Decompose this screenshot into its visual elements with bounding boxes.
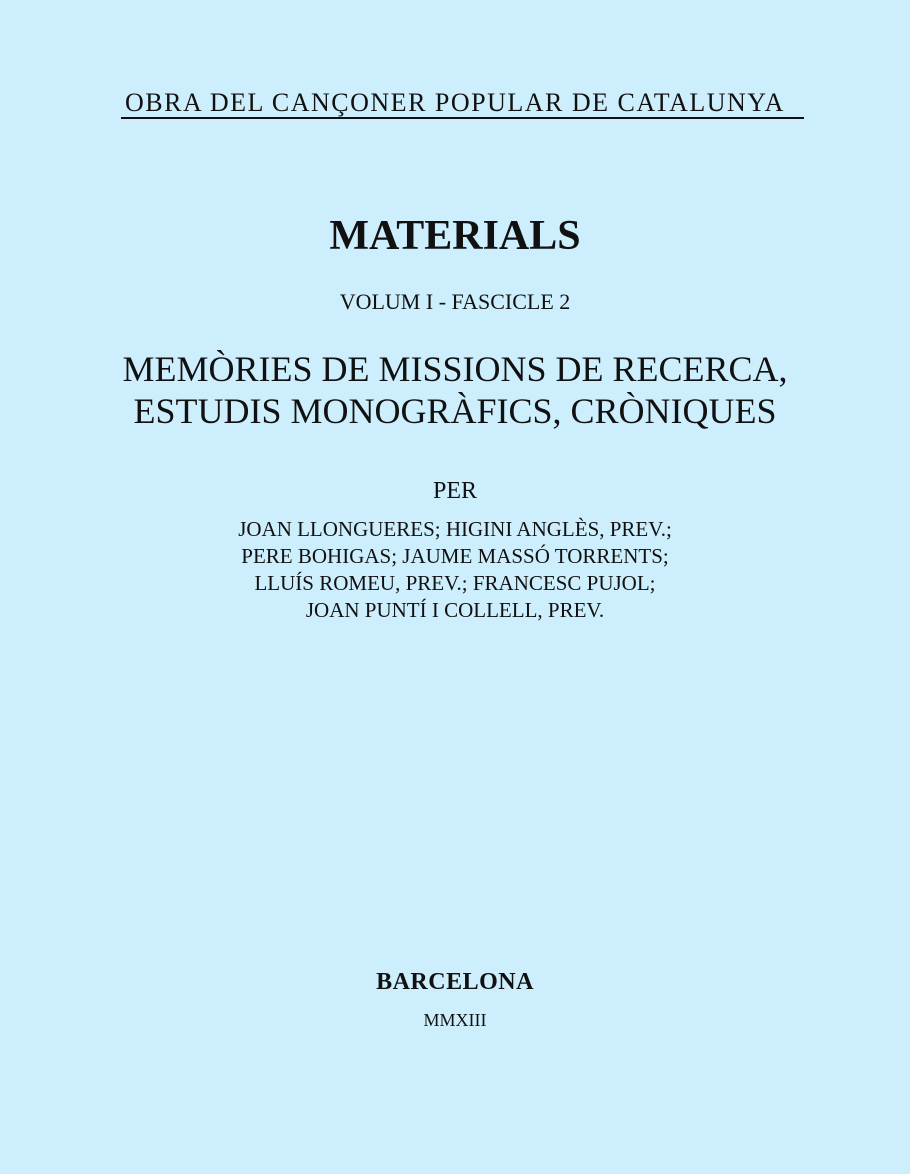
authors-line: JOAN LLONGUERES; HIGINI ANGLÈS, PREV.; <box>238 517 672 541</box>
subtitle <box>0 348 910 432</box>
subtitle-line: MEMÒRIES DE MISSIONS DE RECERCA, <box>122 349 788 389</box>
subtitle-line: ESTUDIS MONOGRÀFICS, CRÒNIQUES <box>133 391 777 431</box>
series-title: OBRA DEL CANÇONER POPULAR DE CATALUNYA <box>125 88 785 117</box>
authors-line: PERE BOHIGAS; JAUME MASSÓ TORRENTS; <box>241 544 669 568</box>
authors-line: JOAN PUNTÍ I COLLELL, PREV. <box>305 598 605 622</box>
series-underline <box>121 117 804 119</box>
per-label: PER <box>432 478 477 504</box>
publication-year: MMXIII <box>423 1010 487 1030</box>
main-title: MATERIALS <box>329 213 581 259</box>
publication-city: BARCELONA <box>376 969 534 995</box>
authors-line: LLUÍS ROMEU, PREV.; FRANCESC PUJOL; <box>254 571 656 595</box>
volume-label: VOLUM I - FASCICLE 2 <box>339 289 571 314</box>
authors-list <box>0 516 910 624</box>
